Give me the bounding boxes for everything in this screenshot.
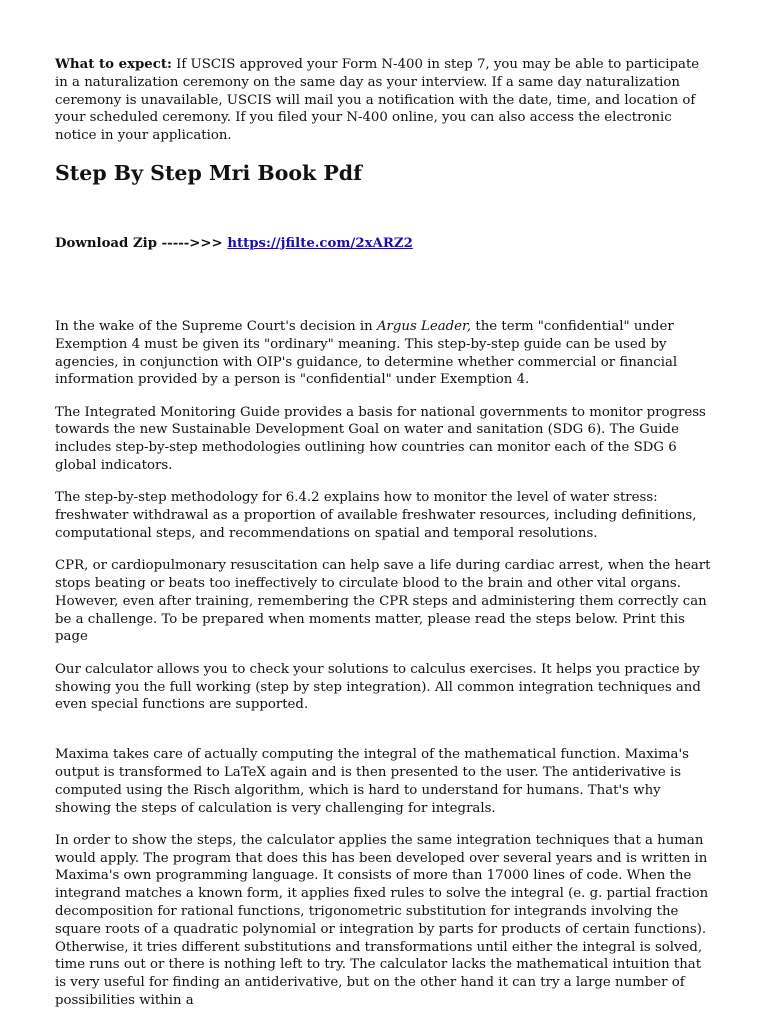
page-title: Step By Step Mri Book Pdf bbox=[55, 161, 362, 185]
download-line bbox=[55, 235, 413, 253]
paragraph-monitoring-guide: The Integrated Monitoring Guide provides a basis for national governments to monitor progress towards the new Sustainable Development Goal on water and sanitation (SDG 6). The Guide includes step-by-step methodologies outlining how countries can monitor each of the SDG 6 global indicators. bbox=[55, 404, 706, 474]
intro-text: If USCIS approved your Form N-400 in step 7, you may be able to participate in a naturalization ceremony on the same day as your interview. If a same day naturalization ceremony is unavailable, USCIS will mail you a notification with the date, time, and location of your scheduled ceremony. If you filed your N-400 online, you can also access the electronic notice in your application. bbox=[55, 57, 700, 144]
p1-italic: Argus Leader, bbox=[376, 319, 472, 334]
paragraph-steps: In order to show the steps, the calculator applies the same integration techniques that a human would apply. The program that does this has been developed over several years and is written in Maxima's own programming language. It consists of more than 17000 lines of code. When the integrand matches a known form, it applies fixed rules to solve the integral (e. g. partial fraction decomposition for rational functions, trigonometric substitution for integrands involving the square roots of a quadratic polynomial or integration by parts for products of certain functions). Otherwise, it tries different substitutions and transformations until either the integral is solved, time runs out or there is nothing left to try. The calculator lacks the mathematical intuition that is very useful for finding an antiderivative, but on the other hand it can try a large number of possibilities within a bbox=[55, 832, 709, 1008]
paragraph-calculator: Our calculator allows you to check your solutions to calculus exercises. It helps you practice by showing you the full working (step by step integration). All common integration techniques and even special functions are supported. bbox=[55, 661, 701, 713]
download-label: Download Zip ----->>> bbox=[55, 236, 228, 251]
paragraph-water-stress: The step-by-step methodology for 6.4.2 explains how to monitor the level of water stress: freshwater withdrawal as a proportion of available freshwater resources, including definitions, computational steps, and recommendations on spatial and temporal resolutions. bbox=[55, 490, 697, 541]
intro-lead: What to expect: bbox=[55, 57, 172, 72]
paragraph-cpr: CPR, or cardiopulmonary resuscitation can help save a life during cardiac arrest, when the heart stops beating or beats too ineffectively to circulate blood to the brain and other vital organs. However, even after training, remembering the CPR steps and administering them correctly can be a challenge. To be prepared when moments matter, please read the steps below. Print this page bbox=[55, 558, 711, 645]
paragraph-maxima: Maxima takes care of actually computing the integral of the mathematical function. Maxima's output is transformed to LaTeX again and is then presented to the user. The antiderivative is computed using the Risch algorithm, which is hard to understand for humans. That's why showing the steps of calculation is very challenging for integrals. bbox=[55, 747, 689, 816]
p1-after: the term "confidential" under Exemption 4 must be given its "ordinary" meaning. This step-by-step guide can be used by agencies, in conjunction with OIP's guidance, to determine whether commercial or financial information provided by a person is "confidential" under Exemption 4. bbox=[55, 319, 678, 388]
intro-paragraph bbox=[55, 56, 715, 145]
download-link[interactable]: https://jfilte.com/2xARZ2 bbox=[227, 236, 413, 251]
paragraph-argus-leader bbox=[55, 318, 715, 389]
article-body bbox=[55, 318, 715, 1024]
p1-before: In the wake of the Supreme Court's decision in bbox=[55, 319, 377, 334]
document-page bbox=[55, 56, 715, 1008]
